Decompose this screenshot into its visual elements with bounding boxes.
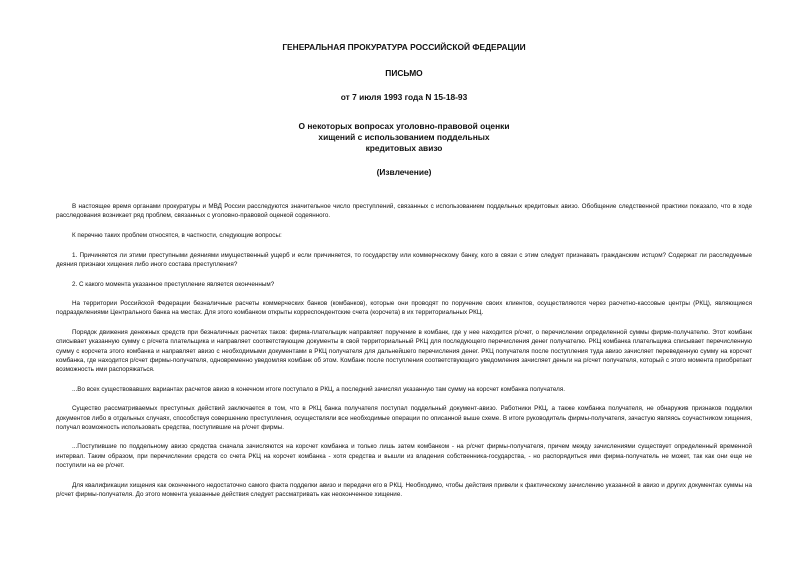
subject-line: О некоторых вопросах уголовно-правовой оценки (298, 121, 510, 131)
body-paragraph: ...Поступившие по поддельному авизо средства сначала зачисляются на корсчет комбанка и только лишь затем комбанком - на р/счет фирмы-получателя, причем между зачислениями существует определенный временной интервал. Таким образом, при перечислении средств со счета РКЦ на корсчет комбанка - хотя средства и вышли из владения собственника-государства, - но распорядиться ими фирма-получатель не может, так как они еще не поступили на ее р/счет. (56, 443, 752, 469)
body-paragraph: Существо рассматриваемых преступных действий заключается в том, что в РКЦ банка получателя поступал поддельный документ-авизо. Работники РКЦ, а также комбанка получателя, не обнаружив признаков подделки документов либо в отдельных случаях, способствуя совершению преступления, осуществляли все необходимые операции по описанной выше схеме. В итоге руководитель фирмы-получателя, зачастую являясь соучастником хищения, получал возможность использовать средства, поступившие на р/счет фирмы. (56, 405, 752, 431)
body-paragraph: 1. Причиняется ли этими преступными деяниями имущественный ущерб и если причиняется, то государству или коммерческому банку, кого в связи с этим следует признавать гражданским истцом? Содержат ли расследуемые деяния признаки хищения либо иного состава преступления? (56, 251, 752, 268)
subject-line: кредитовых авизо (365, 143, 443, 153)
body-paragraph: Для квалификации хищения как оконченного недостаточно самого факта подделки авизо и передачи его в РКЦ. Необходимо, чтобы действия привели к фактическому зачислению указанной в авизо и других документах суммы на р/счет фирмы-получателя. До этого момента указанные действия следует рассматривать как неоконченное хищение. (56, 481, 752, 498)
body-paragraph: ...Во всех существовавших вариантах расчетов авизо в конечном итоге поступало в РКЦ, а последний зачислял указанную там сумму на корсчет комбанка получателя. (72, 385, 566, 393)
subject-line: хищений с использованием поддельных (318, 132, 490, 142)
document-date-number: от 7 июля 1993 года N 15-18-93 (340, 92, 468, 102)
document-type: ПИСЬМО (385, 68, 423, 78)
body-paragraph: 2. С какого момента указанное преступление является оконченным? (72, 280, 275, 288)
body-paragraph: На территории Российской Федерации безналичные расчеты коммерческих банков (комбанков), которые они проводят по поручение своих клиентов, осуществляются через расчетно-кассовые центры (РКЦ), являющиеся подразделениями Центрального банка на местах. Для этого комбанком открыты корреспондентские счета (корсчета) в их территориальных РКЦ. (56, 300, 752, 317)
document-subject (56, 121, 752, 154)
document-page (56, 42, 752, 509)
extract-note: (Извлечение) (376, 167, 432, 177)
body-paragraph: В настоящее время органами прокуратуры и МВД России расследуются значительное число преступлений, связанных с использованием поддельных кредитовых авизо. Обобщение следственной практики показало, что в ходе расследования возникает ряд проблем, связанных с уголовно-правовой оценкой содеянного. (56, 203, 752, 220)
body-paragraph: Порядок движения денежных средств при безналичных расчетах таков: фирма-плательщик направляет поручение в комбанк, где у нее находится р/счет, о перечислении определенной суммы фирме-получателю. Этот комбанк списывает указанную сумму с р/счета плательщика и направляет соответствующие документы в свой территориальный РКЦ для последующего перечисления денег получателю. РКЦ комбанка плательщика списывает перечисленную сумму с корсчета этого комбанка и направляет авизо с необходимыми документами в РКЦ получателя для дальнейшего перечисления денег. РКЦ получателя после поступления туда авизо зачисляет переведенную сумму на корсчет комбанка, где находится р/счет фирмы-получателя, одновременно уведомляя комбанк об этом. Комбанк после поступления соответствующего уведомления зачисляет деньги на р/счет получателя, который с этого момента приобретает возможность ими распоряжаться. (56, 329, 752, 373)
document-body (56, 202, 752, 499)
body-paragraph: К перечню таких проблем относятся, в частности, следующие вопросы: (72, 231, 282, 239)
organization-title: ГЕНЕРАЛЬНАЯ ПРОКУРАТУРА РОССИЙСКОЙ ФЕДЕРАЦИИ (282, 42, 526, 52)
